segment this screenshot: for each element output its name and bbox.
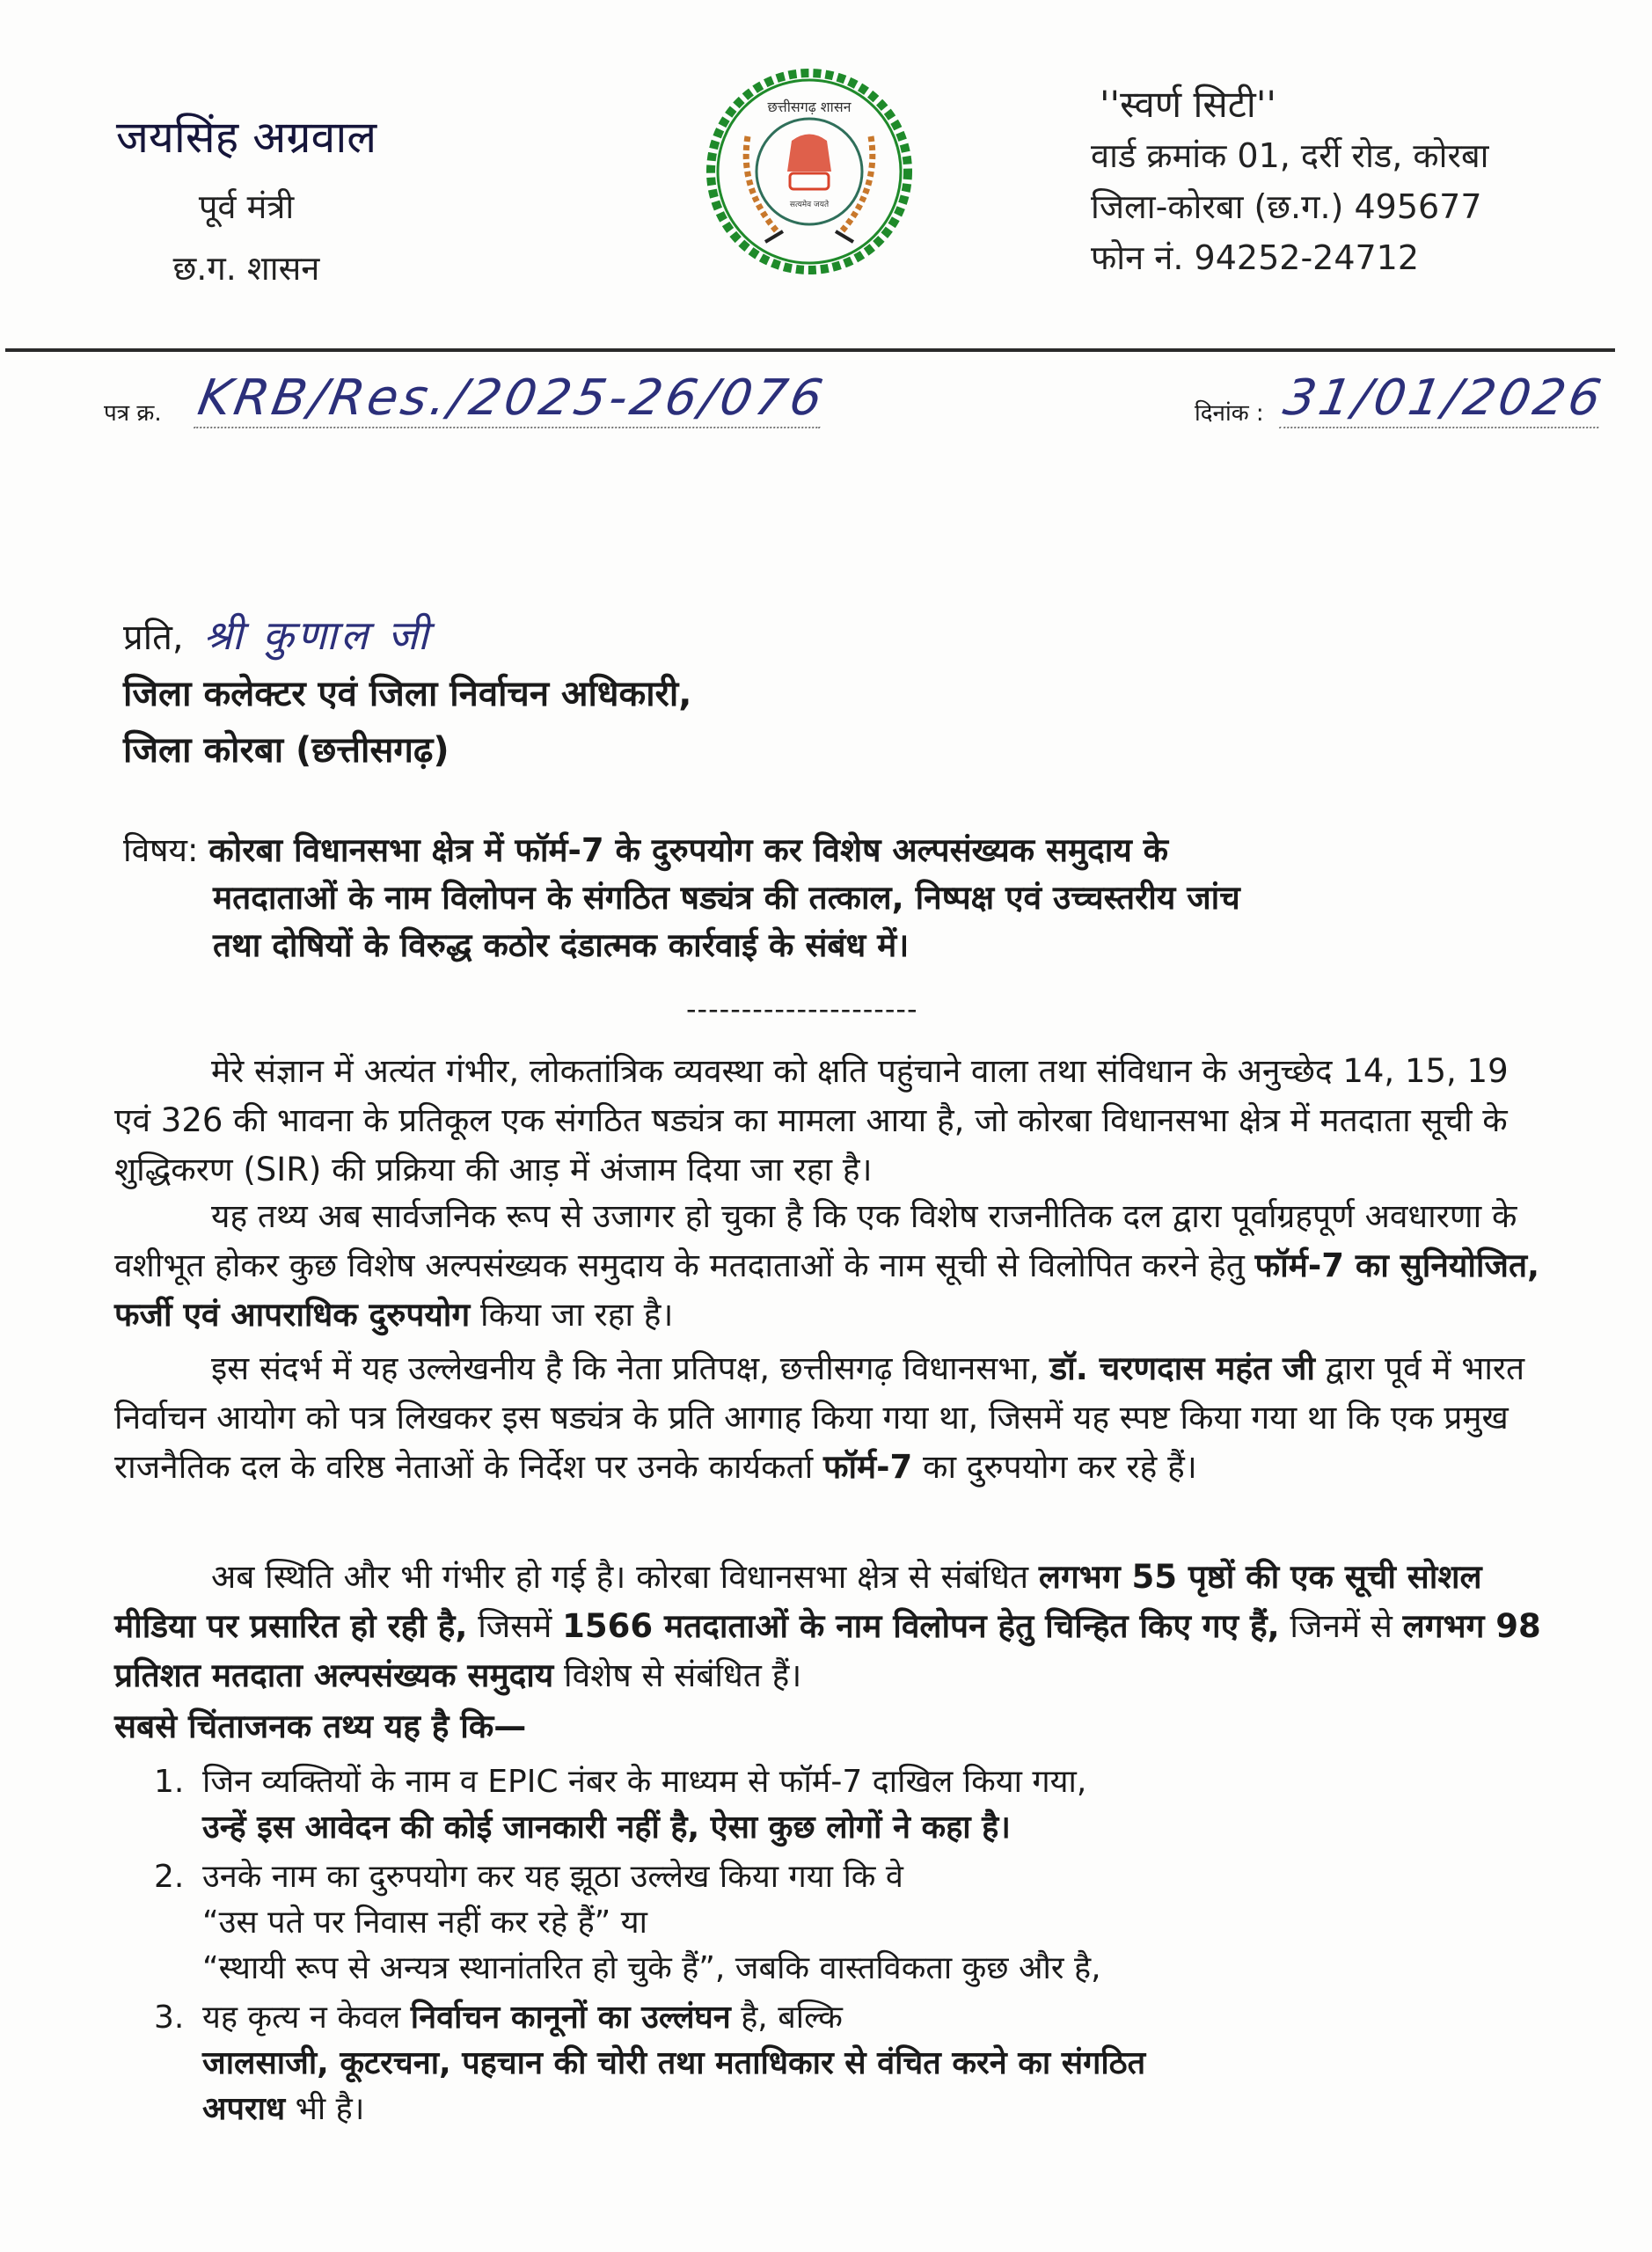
list-text: है, बल्कि: [730, 2000, 843, 2036]
list-emphasis: अपराध: [202, 2091, 286, 2127]
letterhead-address: [1091, 79, 1489, 283]
subject-block: [123, 827, 1548, 969]
emphasis-text: फॉर्म-7 का सुनियोजित, फर्जी एवं आपराधिक दुरुपयोग: [114, 1247, 1540, 1334]
recipient-handwritten-name: श्री कुणाल जी: [203, 611, 432, 659]
list-emphasis: जालसाजी, कूटरचना, पहचान की चोरी तथा मताधिकार से वंचित करने का संगठित: [202, 2045, 1146, 2081]
list-item: [154, 1854, 1561, 1992]
paragraph-text: किया जा रहा है।: [470, 1296, 674, 1334]
emphasis-text: लगभग 98 प्रतिशत मतदाता अल्पसंख्यक समुदाय: [114, 1607, 1541, 1694]
list-text: “उस पते पर निवास नहीं कर रहे हैं” या: [202, 1905, 647, 1941]
subject-line1: कोरबा विधानसभा क्षेत्र में फॉर्म-7 के दुरुपयोग कर विशेष अल्पसंख्यक समुदाय के: [208, 831, 1169, 869]
list-item: [154, 1995, 1561, 2132]
paragraph-text: सबसे चिंताजनक तथ्य यह है कि—: [114, 1707, 527, 1745]
reference-label: पत्र क्र.: [104, 400, 162, 427]
subject-label: विषय:: [123, 831, 199, 869]
address-line1: वार्ड क्रमांक 01, दर्री रोड, कोरबा: [1091, 136, 1489, 175]
list-number: 2.: [154, 1859, 185, 1895]
svg-text:छत्तीसगढ़ शासन: छत्तीसगढ़ शासन: [767, 99, 852, 115]
list-text: जिन व्यक्तियों के नाम व EPIC नंबर के माध्यम से फॉर्म-7 दाखिल किया गया,: [202, 1764, 1087, 1800]
list-text: भी है।: [285, 2091, 365, 2127]
list-emphasis: उन्हें इस आवेदन की कोई जानकारी नहीं है, ऐसा कुछ लोगों ने कहा है।: [202, 1810, 1011, 1846]
recipient-line1: जिला कलेक्टर एवं जिला निर्वाचन अधिकारी,: [123, 674, 692, 714]
letterhead-sender: [88, 106, 405, 306]
svg-text:सत्यमेव जयते: सत्यमेव जयते: [789, 201, 830, 209]
reference-number: KRB/Res./2025-26/076: [194, 369, 830, 427]
header-divider: [5, 348, 1615, 352]
emphasis-text: लगभग 55 पृष्ठों की एक सूची सोशल मीडिया पर प्रसारित हो रही है,: [114, 1558, 1482, 1645]
concerns-list: [154, 1759, 1561, 2136]
paragraph-text: का दुरुपयोग कर रहे हैं।: [912, 1448, 1197, 1486]
paragraph-text: अब स्थिति और भी गंभीर हो गई है। कोरबा विधानसभा क्षेत्र से संबंधित: [211, 1558, 1039, 1596]
sender-government: छ.ग. शासन: [172, 249, 320, 288]
paragraph-text: यह तथ्य अब सार्वजनिक रूप से उजागर हो चुका है कि एक विशेष राजनीतिक दल द्वारा पूर्वाग्रहपूर्ण अवधारणा के वशीभूत होकर कुछ विशेष अल्पसंख्यक समुदाय के मतदाताओं के नाम सूची से विलोपित करने हेतु: [114, 1197, 1517, 1284]
recipient-line2: जिला कोरबा (छत्तीसगढ़): [123, 730, 450, 771]
list-text: “स्थायी रूप से अन्यत्र स्थानांतरित हो चुके हैं”, जबकि वास्तविकता कुछ और है,: [202, 1950, 1101, 1986]
chhattisgarh-emblem-icon: [704, 66, 915, 277]
subject-line3: तथा दोषियों के विरुद्ध कठोर दंडात्मक कार्रवाई के संबंध में।: [213, 926, 910, 964]
date-label: दिनांक :: [1195, 400, 1264, 427]
subject-line2: मतदाताओं के नाम विलोपन के संगठित षड्यंत्र की तत्काल, निष्पक्ष एवं उच्चस्तरीय जांच: [213, 879, 1240, 917]
emphasis-text: फॉर्म-7: [822, 1448, 913, 1486]
paragraph-text: विशेष से संबंधित हैं।: [553, 1656, 802, 1694]
body-paragraph-4: [114, 1553, 1548, 1700]
list-text: यह कृत्य न केवल: [202, 2000, 411, 2036]
body-paragraph-5: [114, 1702, 1548, 1751]
list-number: 1.: [154, 1764, 185, 1800]
paragraph-text: द्वारा पूर्व में भारत निर्वाचन आयोग को पत्र लिखकर इस षड्यंत्र के प्रति आगाह किया गया था, जिसमें यह स्पष्ट किया गया था कि एक प्रमुख राजनैतिक दल के वरिष्ठ नेताओं के निर्देश पर उनके कार्यकर्ता: [114, 1349, 1525, 1486]
paragraph-text: इस संदर्भ में यह उल्लेखनीय है कि नेता प्रतिपक्ष, छत्तीसगढ़ विधानसभा,: [211, 1349, 1050, 1387]
recipient-block: [123, 607, 691, 779]
sender-name: जयसिंह अग्रवाल: [115, 112, 377, 163]
address-line2: जिला-कोरबा (छ.ग.) 495677: [1091, 187, 1482, 226]
list-item: [154, 1759, 1561, 1851]
body-paragraph-3: [114, 1344, 1548, 1492]
body-paragraph-2: [114, 1192, 1548, 1340]
sender-designation: पूर्व मंत्री: [198, 187, 295, 226]
list-text: उनके नाम का दुरुपयोग कर यह झूठा उल्लेख किया गया कि वे: [202, 1859, 903, 1895]
address-phone: फोन नं. 94252-24712: [1091, 238, 1420, 277]
list-emphasis: निर्वाचन कानूनों का उल्लंघन: [410, 2000, 731, 2036]
address-building: ''स्वर्ण सिटी'': [1100, 83, 1276, 126]
body-paragraph-1: [114, 1047, 1548, 1195]
paragraph-text: जिसमें: [467, 1607, 563, 1645]
paragraph-text: जिनमें से: [1279, 1607, 1403, 1645]
paragraph-text: मेरे संज्ञान में अत्यंत गंभीर, लोकतांत्रिक व्यवस्था को क्षति पहुंचाने वाला तथा संविधान के अनुच्छेद 14, 15, 19 एवं 326 की भावना के प्रतिकूल एक संगठित षड्यंत्र का मामला आया है, जो कोरबा विधानसभा क्षेत्र में मतदाता सूची के शुद्धिकरण (SIR) की प्रक्रिया की आड़ में अंजाम दिया जा रहा है।: [114, 1052, 1509, 1188]
subject-separator: ---------------------: [686, 992, 918, 1026]
list-number: 3.: [154, 2000, 185, 2036]
date-value: 31/01/2026: [1279, 369, 1609, 427]
emphasis-text: डॉ. चरणदास महंत जी: [1049, 1349, 1315, 1387]
recipient-prefix: प्रति,: [123, 618, 184, 658]
emphasis-text: 1566 मतदाताओं के नाम विलोपन हेतु चिन्हित किए गए हैं,: [562, 1607, 1280, 1645]
